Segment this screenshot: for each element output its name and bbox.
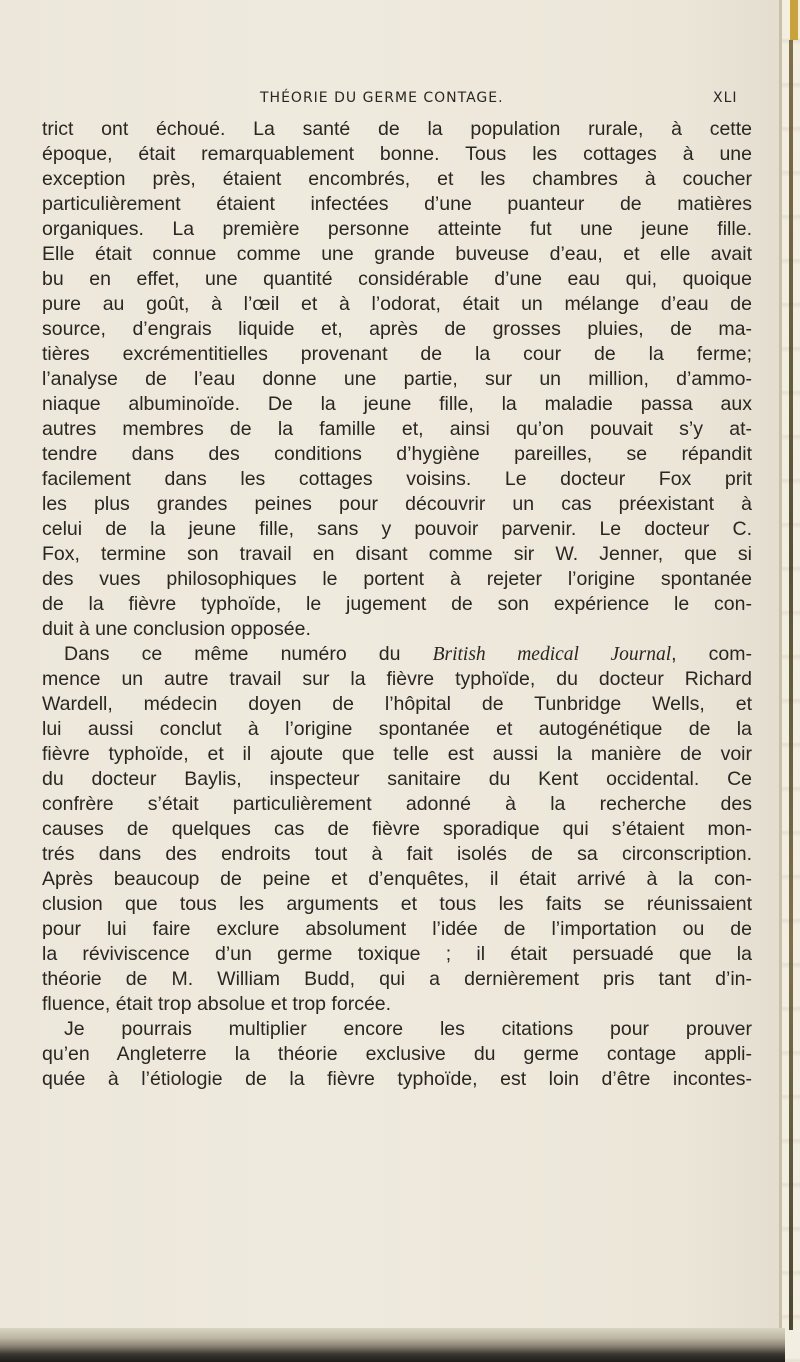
edge-mark: [790, 0, 798, 40]
text-line: Fox, termine son travail en disant comme sir W. Jenner, que si: [42, 543, 752, 565]
text-line: bu en effet, une quantité considérable d’une eau qui, quoique: [42, 268, 752, 290]
text-line: clusion que tous les arguments et tous les faits se réunissaient: [42, 893, 752, 915]
text-line: organiques. La première personne atteinte fut une jeune fille.: [42, 218, 752, 240]
text-line: autres membres de la famille et, ainsi qu’on pouvait s’y at-: [42, 418, 752, 440]
text-line: Après beaucoup de peine et d’enquêtes, il était arrivé à la con-: [42, 868, 752, 890]
text-line: duit à une conclusion opposée.: [42, 618, 311, 640]
text-line: qu’en Angleterre la théorie exclusive du germe contage appli-: [42, 1043, 752, 1065]
text-line: Elle était connue comme une grande buveuse d’eau, et elle avait: [42, 243, 752, 265]
text-line: fluence, était trop absolue et trop forcée.: [42, 993, 392, 1015]
text-line: tières excrémentitielles provenant de la cour de la ferme;: [42, 343, 752, 365]
text-line: l’analyse de l’eau donne une partie, sur un million, d’ammo-: [42, 368, 752, 390]
text-line: source, d’engrais liquide et, après de grosses pluies, de ma-: [42, 318, 752, 340]
text-line: époque, était remarquablement bonne. Tous les cottages à une: [42, 143, 752, 165]
line-lead: Dans ce même numéro du: [64, 643, 401, 665]
page-number: XLI: [713, 90, 738, 106]
page-edge: [779, 0, 800, 1362]
text-line: théorie de M. William Budd, qui a dernièrement pris tant d’in-: [42, 968, 752, 990]
text-line: du docteur Baylis, inspecteur sanitaire du Kent occidental. Ce: [42, 768, 752, 790]
text-line: trés dans des endroits tout à fait isolés de sa circonscription.: [42, 843, 752, 865]
text-line: pour lui faire exclure absolument l’idée de l’importation ou de: [42, 918, 752, 940]
text-line-with-journal: [42, 642, 752, 667]
text-line: causes de quelques cas de fièvre sporadique qui s’étaient mon-: [42, 818, 752, 840]
text-line: quée à l’étiologie de la fièvre typhoïde, est loin d’être incontes-: [42, 1068, 752, 1090]
text-line: tendre dans des conditions d’hygiène pareilles, se répandit: [42, 443, 752, 465]
text-line: la réviviscence d’un germe toxique ; il était persuadé que la: [42, 943, 752, 965]
text-line: Je pourrais multiplier encore les citations pour prouver: [64, 1018, 752, 1040]
text-line: celui de la jeune fille, sans y pouvoir parvenir. Le docteur C.: [42, 518, 752, 540]
text-line: trict ont échoué. La santé de la population rurale, à cette: [42, 118, 752, 140]
text-line: particulièrement étaient infectées d’une puanteur de matières: [42, 193, 752, 215]
binding-stripe: [789, 40, 793, 1330]
text-line: niaque albuminoïde. De la jeune fille, la maladie passa aux: [42, 393, 752, 415]
journal-title: British medical Journal: [432, 644, 672, 665]
text-line: confrère s’était particulièrement adonné à la recherche des: [42, 793, 752, 815]
text-line: Wardell, médecin doyen de l’hôpital de Tunbridge Wells, et: [42, 693, 752, 715]
text-line: mence un autre travail sur la fièvre typhoïde, du docteur Richard: [42, 668, 752, 690]
text-line: fièvre typhoïde, et il ajoute que telle est aussi la manière de voir: [42, 743, 752, 765]
text-line: exception près, étaient encombrés, et les chambres à coucher: [42, 168, 752, 190]
text-line: des vues philosophiques le portent à rejeter l’origine spontanée: [42, 568, 752, 590]
page-header: [0, 90, 800, 114]
text-line: pure au goût, à l’œil et à l’odorat, était un mélange d’eau de: [42, 293, 752, 315]
text-line: de la fièvre typhoïde, le jugement de son expérience le con-: [42, 593, 752, 615]
scan-shadow: [0, 1328, 785, 1362]
body-text: [42, 117, 752, 1092]
text-line: les plus grandes peines pour découvrir un cas préexistant à: [42, 493, 752, 515]
text-line: facilement dans les cottages voisins. Le docteur Fox prit: [42, 468, 752, 490]
running-title: THÉORIE DU GERME CONTAGE.: [260, 90, 504, 106]
text-line: lui aussi conclut à l’origine spontanée et autogénétique de la: [42, 718, 752, 740]
line-tail: , com-: [671, 643, 752, 665]
